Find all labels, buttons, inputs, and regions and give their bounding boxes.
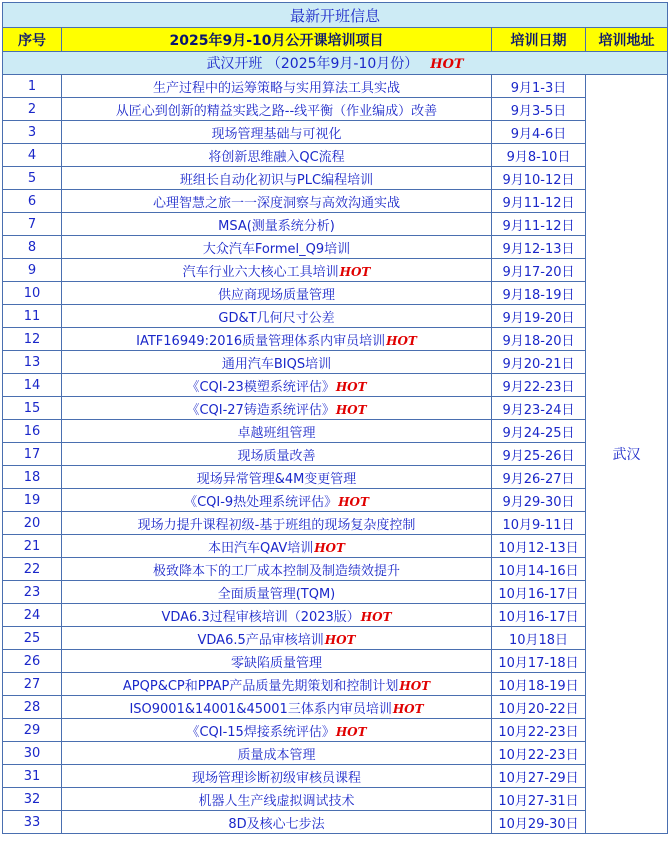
table-row	[3, 650, 668, 673]
course-name-cell	[62, 581, 492, 604]
course-schedule-sheet	[2, 2, 667, 834]
course-name-cell	[62, 627, 492, 650]
course-date: 9月20-21日	[492, 351, 586, 374]
hot-badge: HOT	[392, 701, 424, 716]
table-row	[3, 167, 668, 190]
course-name-cell	[62, 604, 492, 627]
course-number: 20	[3, 512, 62, 535]
course-name: 通用汽车BIQS培训	[221, 356, 332, 372]
course-date: 9月23-24日	[492, 397, 586, 420]
course-name: 现场质量改善	[237, 448, 316, 464]
course-name: 《CQI-15焊接系统评估》	[186, 724, 335, 740]
course-name: 质量成本管理	[237, 747, 316, 763]
table-row	[3, 696, 668, 719]
course-name-cell	[62, 328, 492, 351]
hot-badge: HOT	[339, 264, 371, 279]
section-row	[3, 52, 668, 75]
course-date: 10月20-22日	[492, 696, 586, 719]
course-name: 8D及核心七步法	[228, 816, 325, 832]
table-row	[3, 420, 668, 443]
header-project: 2025年9月-10月公开课培训项目	[62, 28, 492, 52]
course-number: 32	[3, 788, 62, 811]
course-name: 汽车行业六大核心工具培训	[182, 264, 339, 280]
course-name: 大众汽车Formel_Q9培训	[202, 241, 351, 257]
header-date: 培训日期	[492, 28, 586, 52]
section-label: 武汉开班 （2025年9月-10月份）	[206, 56, 419, 72]
course-date: 10月22-23日	[492, 719, 586, 742]
course-number: 4	[3, 144, 62, 167]
course-date: 9月25-26日	[492, 443, 586, 466]
course-name-cell	[62, 466, 492, 489]
course-name: 从匠心到创新的精益实践之路--线平衡（作业编成）改善	[115, 103, 438, 119]
table-row	[3, 512, 668, 535]
course-number: 5	[3, 167, 62, 190]
course-name: 极致降本下的工厂成本控制及制造绩效提升	[152, 563, 400, 579]
course-name-cell	[62, 167, 492, 190]
course-name-cell	[62, 305, 492, 328]
course-date: 10月18日	[492, 627, 586, 650]
course-number: 14	[3, 374, 62, 397]
course-number: 31	[3, 765, 62, 788]
course-name-cell	[62, 788, 492, 811]
course-number: 6	[3, 190, 62, 213]
table-row	[3, 351, 668, 374]
course-date: 9月24-25日	[492, 420, 586, 443]
course-name-cell	[62, 121, 492, 144]
course-number: 30	[3, 742, 62, 765]
course-date: 10月14-16日	[492, 558, 586, 581]
hot-badge: HOT	[335, 379, 367, 394]
course-number: 3	[3, 121, 62, 144]
course-name-cell	[62, 489, 492, 512]
course-date: 10月18-19日	[492, 673, 586, 696]
course-name: 《CQI-27铸造系统评估》	[186, 402, 335, 418]
course-name-cell	[62, 673, 492, 696]
course-name: 将创新思维融入QC流程	[208, 149, 345, 165]
course-name: 班组长自动化初识与PLC编程培训	[179, 172, 374, 188]
hot-badge: HOT	[338, 494, 369, 509]
course-name-cell	[62, 259, 492, 282]
course-number: 1	[3, 75, 62, 98]
course-name: 现场管理诊断初级审核员课程	[191, 770, 361, 786]
table-row	[3, 259, 668, 282]
hot-badge: HOT	[399, 678, 431, 693]
hot-badge: HOT	[360, 609, 392, 624]
course-number: 7	[3, 213, 62, 236]
course-name-cell	[62, 282, 492, 305]
table-row	[3, 397, 668, 420]
course-name-cell	[62, 75, 492, 98]
course-number: 24	[3, 604, 62, 627]
table-row	[3, 489, 668, 512]
table-row	[3, 328, 668, 351]
course-name-cell	[62, 374, 492, 397]
course-table	[2, 2, 668, 834]
course-name-cell	[62, 811, 492, 834]
course-date: 9月29-30日	[492, 489, 586, 512]
section-hot-badge: HOT	[430, 57, 464, 72]
course-name: VDA6.5产品审核培训	[197, 632, 324, 648]
table-row	[3, 742, 668, 765]
course-name-cell	[62, 535, 492, 558]
course-date: 10月29-30日	[492, 811, 586, 834]
course-date: 9月12-13日	[492, 236, 586, 259]
course-name-cell	[62, 420, 492, 443]
course-name: IATF16949:2016质量管理体系内审员培训	[136, 333, 386, 349]
course-name-cell	[62, 558, 492, 581]
table-row	[3, 75, 668, 98]
course-date: 9月11-12日	[492, 213, 586, 236]
course-name-cell	[62, 236, 492, 259]
course-name-cell	[62, 512, 492, 535]
course-name-cell	[62, 765, 492, 788]
course-name-cell	[62, 213, 492, 236]
course-number: 10	[3, 282, 62, 305]
hot-badge: HOT	[335, 402, 367, 417]
hot-badge: HOT	[324, 632, 356, 647]
course-number: 21	[3, 535, 62, 558]
course-date: 10月17-18日	[492, 650, 586, 673]
course-date: 9月1-3日	[492, 75, 586, 98]
course-name-cell	[62, 190, 492, 213]
course-name-cell	[62, 719, 492, 742]
header-location: 培训地址	[586, 28, 668, 52]
course-name: 现场力提升课程初级-基于班组的现场复杂度控制	[137, 517, 416, 533]
course-number: 9	[3, 259, 62, 282]
hot-badge: HOT	[314, 540, 345, 555]
course-name-cell	[62, 742, 492, 765]
course-number: 11	[3, 305, 62, 328]
course-date: 10月16-17日	[492, 581, 586, 604]
course-name-cell	[62, 397, 492, 420]
course-name: MSA(测量系统分析)	[218, 218, 335, 234]
course-name: 现场异常管理&4M变更管理	[196, 471, 357, 487]
course-date: 9月11-12日	[492, 190, 586, 213]
course-name: 《CQI-23模塑系统评估》	[186, 379, 335, 395]
table-row	[3, 443, 668, 466]
training-location: 武汉	[586, 75, 668, 834]
table-row	[3, 765, 668, 788]
header-no: 序号	[3, 28, 62, 52]
course-number: 26	[3, 650, 62, 673]
table-row	[3, 811, 668, 834]
course-name-cell	[62, 443, 492, 466]
course-name: 供应商现场质量管理	[217, 287, 335, 303]
course-name: APQP&CP和PPAP产品质量先期策划和控制计划	[122, 678, 399, 694]
course-number: 16	[3, 420, 62, 443]
table-row	[3, 581, 668, 604]
hot-badge: HOT	[335, 724, 367, 739]
table-row	[3, 190, 668, 213]
course-name-cell	[62, 696, 492, 719]
course-number: 27	[3, 673, 62, 696]
course-name-cell	[62, 98, 492, 121]
course-name: VDA6.3过程审核培训（2023版）	[161, 609, 360, 625]
table-row	[3, 558, 668, 581]
table-row	[3, 788, 668, 811]
table-row	[3, 144, 668, 167]
course-name: 全面质量管理(TQM)	[217, 586, 336, 602]
course-name: 本田汽车QAV培训	[208, 540, 314, 556]
course-number: 25	[3, 627, 62, 650]
course-number: 23	[3, 581, 62, 604]
course-name: 零缺陷质量管理	[230, 655, 322, 671]
course-number: 33	[3, 811, 62, 834]
header-row	[3, 28, 668, 52]
table-row	[3, 213, 668, 236]
course-date: 10月27-31日	[492, 788, 586, 811]
course-number: 13	[3, 351, 62, 374]
course-date: 9月18-19日	[492, 282, 586, 305]
table-row	[3, 604, 668, 627]
course-name: 机器人生产线虚拟调试技术	[198, 793, 355, 809]
table-row	[3, 535, 668, 558]
course-date: 10月27-29日	[492, 765, 586, 788]
table-row	[3, 305, 668, 328]
table-row	[3, 466, 668, 489]
course-number: 19	[3, 489, 62, 512]
course-name-cell	[62, 144, 492, 167]
course-number: 8	[3, 236, 62, 259]
course-number: 2	[3, 98, 62, 121]
course-number: 12	[3, 328, 62, 351]
page-title: 最新开班信息	[3, 3, 668, 28]
course-name-cell	[62, 650, 492, 673]
course-date: 9月22-23日	[492, 374, 586, 397]
course-number: 17	[3, 443, 62, 466]
table-row	[3, 282, 668, 305]
table-row	[3, 236, 668, 259]
title-row	[3, 3, 668, 28]
course-date: 9月26-27日	[492, 466, 586, 489]
hot-badge: HOT	[386, 333, 417, 348]
table-row	[3, 627, 668, 650]
course-name: 《CQI-9热处理系统评估》	[184, 494, 338, 510]
table-row	[3, 719, 668, 742]
course-date: 9月3-5日	[492, 98, 586, 121]
table-row	[3, 98, 668, 121]
course-date: 9月17-20日	[492, 259, 586, 282]
course-date: 9月4-6日	[492, 121, 586, 144]
course-name: 心理智慧之旅一一深度洞察与高效沟通实战	[152, 195, 400, 211]
course-number: 22	[3, 558, 62, 581]
course-date: 9月8-10日	[492, 144, 586, 167]
section-title	[3, 52, 668, 75]
table-row	[3, 121, 668, 144]
course-name-cell	[62, 351, 492, 374]
course-date: 9月10-12日	[492, 167, 586, 190]
course-date: 9月18-20日	[492, 328, 586, 351]
course-number: 28	[3, 696, 62, 719]
table-row	[3, 673, 668, 696]
course-date: 10月9-11日	[492, 512, 586, 535]
course-number: 18	[3, 466, 62, 489]
course-number: 29	[3, 719, 62, 742]
course-name: ISO9001&14001&45001三体系内审员培训	[129, 701, 392, 717]
course-date: 10月22-23日	[492, 742, 586, 765]
course-name: GD&T几何尺寸公差	[218, 310, 335, 326]
table-row	[3, 374, 668, 397]
course-date: 10月12-13日	[492, 535, 586, 558]
course-number: 15	[3, 397, 62, 420]
course-date: 10月16-17日	[492, 604, 586, 627]
course-name: 生产过程中的运筹策略与实用算法工具实战	[152, 80, 400, 96]
course-name: 卓越班组管理	[237, 425, 316, 441]
course-name: 现场管理基础与可视化	[211, 126, 342, 142]
course-date: 9月19-20日	[492, 305, 586, 328]
